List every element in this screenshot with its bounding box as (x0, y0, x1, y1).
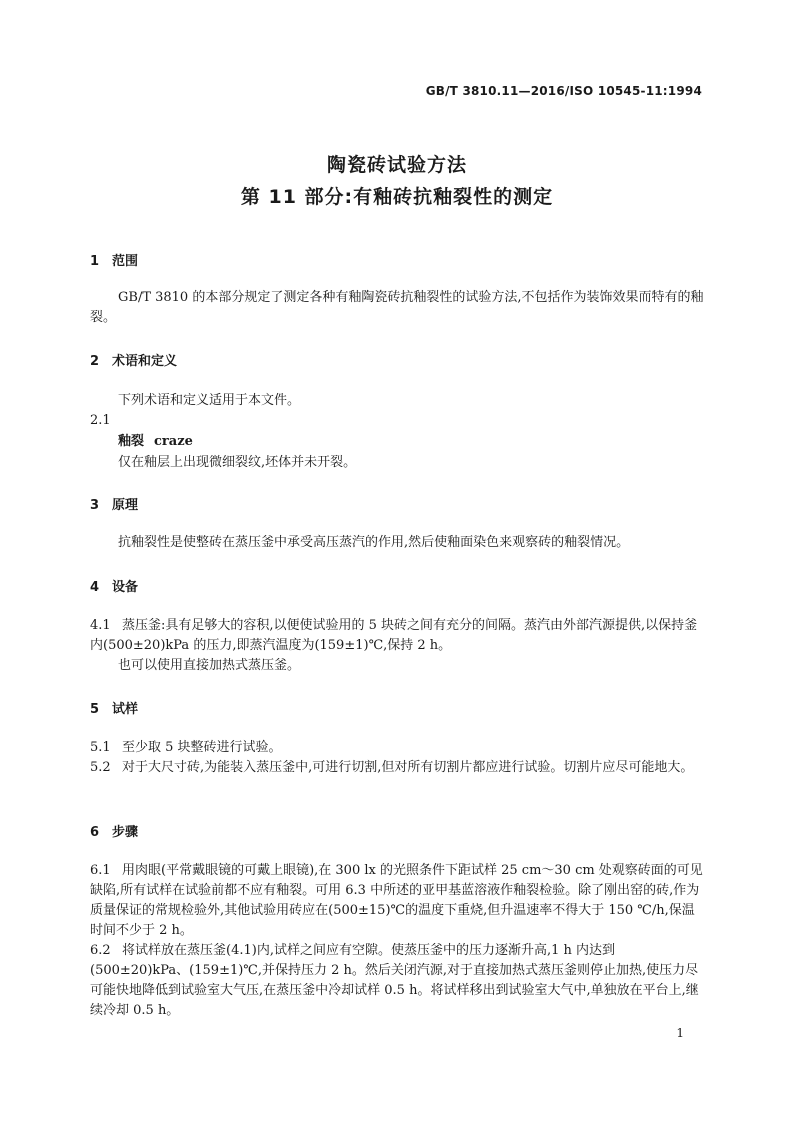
clause-6-1 (90, 861, 704, 941)
section-6-heading (90, 821, 138, 840)
clause-5-2 (90, 758, 704, 778)
clause-5-1 (90, 738, 704, 758)
clause-number: 5.2 (90, 760, 111, 775)
term-chinese: 釉裂 (118, 434, 145, 449)
clause-text: 将试样放在蒸压釜(4.1)内,试样之间应有空隙。使蒸压釜中的压力逐渐升高,1 h 内达到(500±20)kPa、(159±1)℃,并保持压力 2 h。然后关闭汽源,对于直接加热式蒸压釜则停止加热,使压力尽可能快地降低到试验室大气压,在蒸压釜中冷却试样 0.5 h。将试样移出到试验室大气中,单独放在平台上,继续冷却 0.5 h。 (90, 943, 699, 1018)
clause-text: 蒸压釜:具有足够大的容积,以便使试验用的 5 块砖之间有充分的间隔。蒸汽由外部汽源提供,以保持釜内(500±20)kPa 的压力,即蒸汽温度为(159±1)℃,保持 2 h。 (90, 618, 698, 653)
standard-code: GB/T 3810.11—2016/ISO 10545-11:1994 (425, 84, 702, 98)
clause-number: 6.1 (90, 863, 111, 878)
term-english: craze (154, 434, 193, 449)
section-number: 1 (90, 254, 100, 269)
section-2-heading (90, 350, 177, 369)
section-3-body: 抗釉裂性是使整砖在蒸压釜中承受高压蒸汽的作用,然后使釉面染色来观察砖的釉裂情况。 (118, 535, 630, 550)
section-title: 术语和定义 (112, 354, 178, 369)
clause-4-1-note: 也可以使用直接加热式蒸压釜。 (118, 658, 301, 673)
page-number: 1 (676, 1026, 684, 1040)
clause-number: 6.2 (90, 943, 111, 958)
section-title: 步骤 (112, 825, 139, 840)
section-3-heading (90, 494, 138, 513)
section-5-heading (90, 698, 138, 717)
section-1-heading (90, 250, 138, 269)
section-number: 3 (90, 498, 100, 513)
section-1-body: GB/T 3810 的本部分规定了测定各种有釉陶瓷砖抗釉裂性的试验方法,不包括作为装饰效果而特有的釉裂。 (90, 290, 704, 325)
doc-title: 陶瓷砖试验方法 (326, 154, 467, 176)
section-title: 范围 (112, 254, 139, 269)
section-2-intro: 下列术语和定义适用于本文件。 (118, 393, 301, 408)
clause-4-1 (90, 616, 704, 656)
clause-6-2 (90, 941, 704, 1021)
clause-text: 至少取 5 块整砖进行试验。 (122, 740, 282, 755)
clause-number: 4.1 (90, 618, 111, 633)
clause-text: 用肉眼(平常戴眼镜的可戴上眼镜),在 300 lx 的光照条件下距试样 25 cm～30 cm 处观察砖面的可见缺陷,所有试样在试验前都不应有釉裂。可用 6.3 中所述的亚甲基蓝溶液作釉裂检验。除了刚出窑的砖,作为质量保证的常规检验外,其他试验用砖应在(500±15)℃的温度下重烧,但升温速率不得大于 150 ℃/h,保温时间不少于 2 h。 (90, 863, 703, 938)
term-definition: 仅在釉层上出现微细裂纹,坯体并未开裂。 (118, 455, 357, 470)
section-number: 5 (90, 702, 100, 717)
clause-number: 5.1 (90, 740, 111, 755)
section-number: 4 (90, 580, 100, 595)
section-title: 原理 (112, 498, 139, 513)
section-number: 6 (90, 825, 100, 840)
section-title: 试样 (112, 702, 139, 717)
clause-text: 对于大尺寸砖,为能装入蒸压釜中,可进行切割,但对所有切割片都应进行试验。切割片应尽可能地大。 (122, 760, 694, 775)
term-entry (90, 432, 704, 452)
term-number: 2.1 (90, 413, 111, 428)
doc-subtitle: 第 11 部分:有釉砖抗釉裂性的测定 (240, 186, 554, 208)
section-number: 2 (90, 354, 100, 369)
section-4-heading (90, 576, 138, 595)
section-title: 设备 (112, 580, 139, 595)
